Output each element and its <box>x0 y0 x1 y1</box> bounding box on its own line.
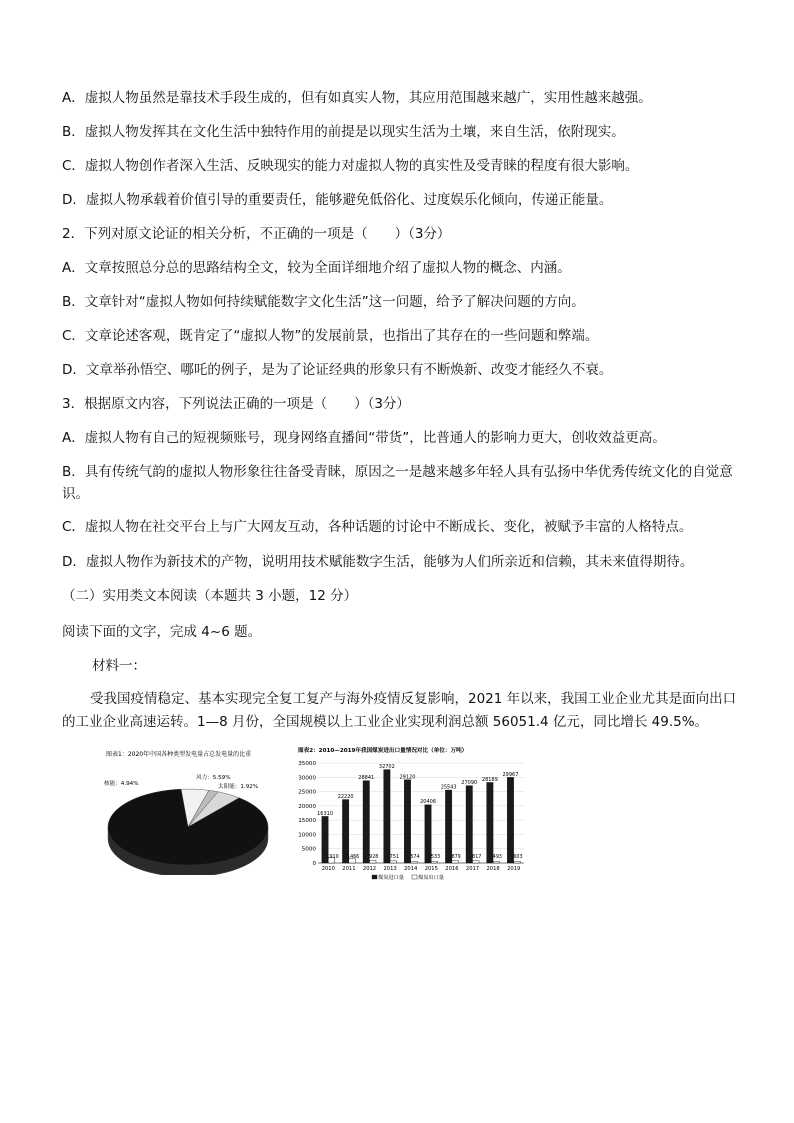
bar-export <box>390 861 397 863</box>
bar-import-label: 22220 <box>337 794 354 801</box>
bar-export-label: 574 <box>410 855 420 860</box>
bar-import-label: 20406 <box>420 799 437 806</box>
bar-import <box>384 770 391 863</box>
legend-label-import: 煤炭进口量 <box>378 875 404 881</box>
material-paragraph: 受我国疫情稳定、基本实现完全复工复产与海外疫情反复影响，2021 年以来，我国工业企业尤其是面向出口的工业企业高速运转。1—8 月份，全国规模以上工业企业实现利润总额 56051.4 亿元，同比增长 49.5%。 <box>62 691 737 730</box>
q1-option-a: A．虚拟人物虽然是靠技术手段生成的，但有如真实人物，其应用范围越来越广，实用性越来越强。 <box>62 90 652 106</box>
y-tick-label: 30000 <box>298 775 316 782</box>
bar-chart-title: 图表2：2010—2019年我国煤炭进出口量情况对比（单位：万吨） <box>298 748 468 754</box>
y-tick-label: 5000 <box>301 846 316 853</box>
x-tick-label: 2013 <box>383 866 397 872</box>
legend-label-export: 煤炭出口量 <box>418 875 444 881</box>
x-tick-label: 2017 <box>465 866 480 872</box>
y-tick-label: 35000 <box>298 761 316 767</box>
q2-option-a: A．文章按照总分总的思路结构全文，较为全面详细地介绍了虚拟人物的概念、内涵。 <box>62 260 571 276</box>
q1-option-c: C．虚拟人物创作者深入生活、反映现实的能力对虚拟人物的真实性及受青睐的程度有很大影响。 <box>62 158 639 174</box>
x-tick-label: 2016 <box>445 866 459 872</box>
bar-import-label: 29120 <box>399 774 416 781</box>
bar-export <box>473 861 480 863</box>
bar-import-label: 32702 <box>378 764 395 771</box>
bar-export <box>452 860 459 863</box>
bar-import-label: 27090 <box>461 780 478 787</box>
bar-export <box>431 861 438 863</box>
bar-export-label: 1466 <box>347 855 360 860</box>
bar-chart <box>288 745 538 895</box>
x-tick-label: 2014 <box>404 866 418 872</box>
q1-option-d: D．虚拟人物承载着价值引导的重要责任，能够避免低俗化、过度娱乐化倾向，传递正能量。 <box>62 192 613 208</box>
bar-export-label: 928 <box>369 855 379 860</box>
bar-import <box>445 790 452 863</box>
pie-slice-label: 核能：4.94% <box>104 781 139 787</box>
bar-import-label: 16310 <box>317 810 334 817</box>
q2-option-b: B．文章针对“虚拟人物如何持续赋能数字文化生活”这一问题，给予了解决问题的方向。 <box>62 294 585 310</box>
q3-option-a: A．虚拟人物有自己的短视频账号，现身网络直播间“带货”，比普通人的影响力更大，创收效益更高。 <box>62 430 666 446</box>
pie-slice-label: 风力：5.59% <box>196 775 231 781</box>
reading-instruction: 阅读下面的文字，完成 4~6 题。 <box>62 624 262 640</box>
q2-option-c: C．文章论述客观，既肯定了“虚拟人物”的发展前景，也指出了其存在的一些问题和弊端。 <box>62 328 599 344</box>
y-tick-label: 25000 <box>298 789 316 796</box>
bar-export <box>370 860 377 863</box>
bar-export-label: 879 <box>451 855 461 860</box>
q3-option-b: B．具有传统气韵的虚拟人物形象往往备受青睐，原因之一是越来越多年轻人具有弘扬中华优秀传统文化的自觉意识。 <box>62 464 733 502</box>
q3-option-c: C．虚拟人物在社交平台上与广大网友互动，各种话题的讨论中不断成长、变化，被赋予丰富的人格特点。 <box>62 519 693 535</box>
question-3: 3．根据原文内容，下列说法正确的一项是（ ）（3分） <box>62 396 410 412</box>
material-label: 材料一： <box>92 658 146 674</box>
x-tick-label: 2010 <box>321 866 335 872</box>
section-heading: （二）实用类文本阅读（本题共 3 小题，12 分） <box>62 588 358 604</box>
bar-import <box>342 800 349 863</box>
bar-export <box>493 862 500 863</box>
pie-slice-label: 太阳能：1.92% <box>218 784 259 790</box>
bar-import-label: 25543 <box>440 784 457 791</box>
bar-import <box>404 780 411 863</box>
bar-export-label: 751 <box>389 855 399 860</box>
bar-import-label: 28841 <box>358 775 375 782</box>
bar-import-label: 29967 <box>502 771 519 778</box>
question-2: 2．下列对原文论证的相关分析，不正确的一项是（ ）（3分） <box>62 226 451 242</box>
bar-import <box>487 782 494 863</box>
bar-export-label: 603 <box>513 855 523 860</box>
bar-export-label: 493 <box>492 855 502 860</box>
y-tick-label: 10000 <box>298 832 316 839</box>
bar-export-label: 533 <box>430 855 441 860</box>
legend-swatch-import <box>372 875 377 879</box>
bar-export-label: 817 <box>472 855 482 860</box>
q1-option-b: B．虚拟人物发挥其在文化生活中独特作用的前提是以现实生活为土壤，来自生活，依附现实。 <box>62 124 625 140</box>
bar-export <box>514 861 521 863</box>
y-tick-label: 0 <box>312 861 316 867</box>
x-tick-label: 2012 <box>362 866 377 872</box>
bar-import-label: 28189 <box>481 776 498 783</box>
x-tick-label: 2011 <box>342 866 356 872</box>
pie-chart <box>100 745 275 875</box>
bar-export-label: 1910 <box>326 855 339 860</box>
bar-import <box>466 786 473 863</box>
q3-option-d: D．虚拟人物作为新技术的产物，说明用技术赋能数字生活，能够为人们所亲近和信赖，其未来值得期待。 <box>62 554 694 570</box>
pie-chart-title: 图表1：2020年中国各种类型发电量占总发电量的比重 <box>106 751 252 758</box>
x-tick-label: 2015 <box>424 866 438 872</box>
bar-import <box>363 781 370 863</box>
bar-import <box>507 777 514 863</box>
bar-export <box>411 861 418 863</box>
y-tick-label: 20000 <box>298 803 316 810</box>
x-tick-label: 2018 <box>486 866 500 872</box>
figures <box>100 745 540 895</box>
y-tick-label: 15000 <box>298 818 316 825</box>
legend-swatch-export <box>412 875 417 879</box>
x-tick-label: 2019 <box>507 866 521 872</box>
q2-option-d: D．文章举孙悟空、哪吒的例子，是为了论证经典的形象只有不断焕新、改变才能经久不衰。 <box>62 362 613 378</box>
